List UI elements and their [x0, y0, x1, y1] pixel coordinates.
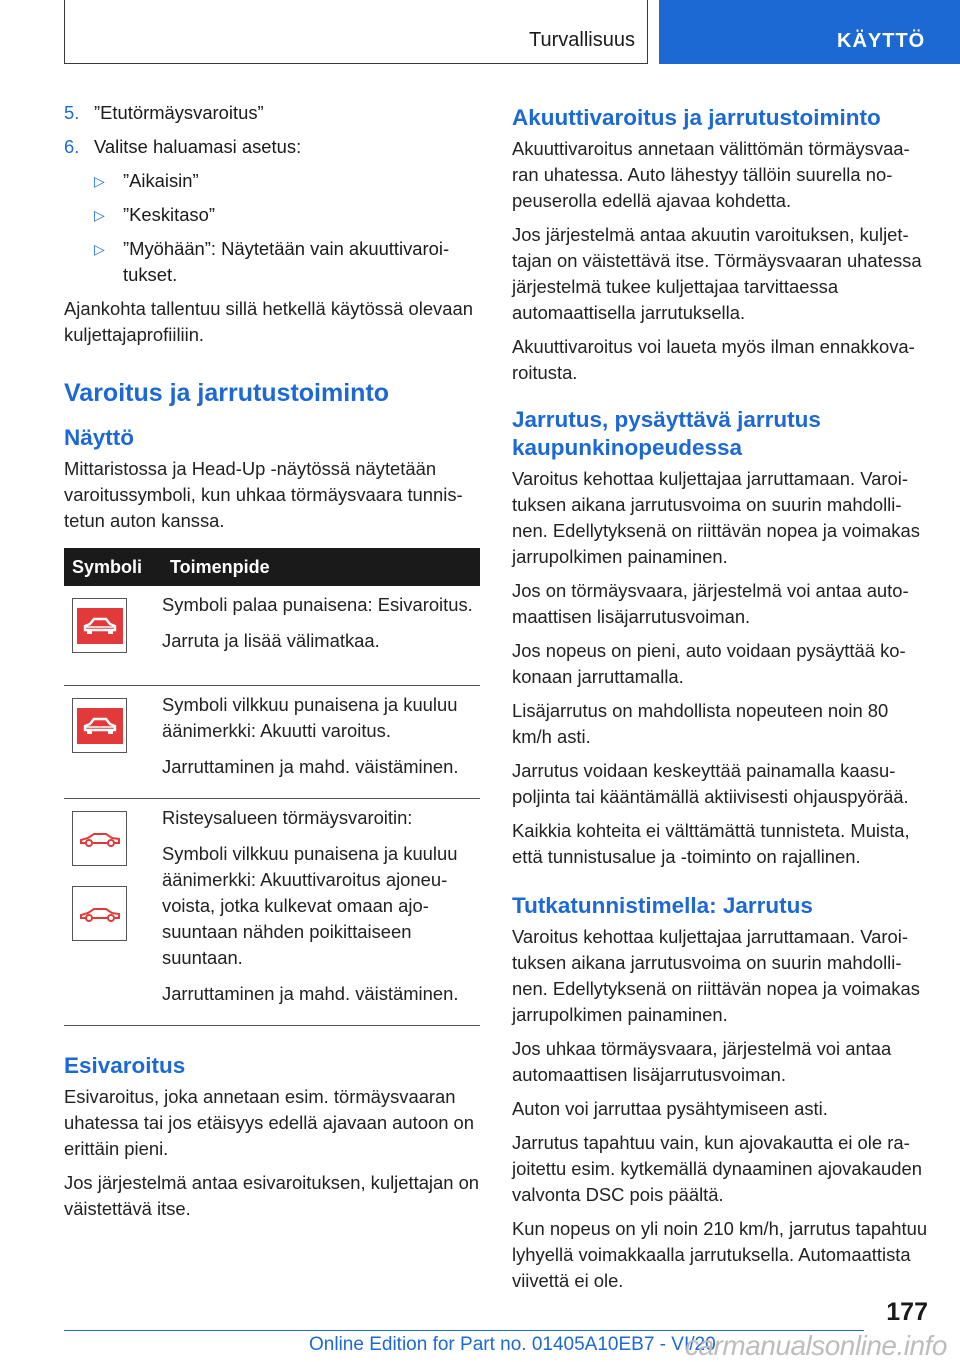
step-text: Valitse haluamasi asetus: [94, 136, 302, 157]
heading-acute-warning: Akuuttivaroitus ja jarrutustoiminto [512, 105, 881, 130]
pre-paragraph-2: Jos järjestelmä antaa esivaroituksen, kuljettajan on väistettävä itse. [64, 1172, 480, 1219]
pre-paragraph-1: Esivaroitus, joka annetaan esim. törmäysvaaran uhatessa tai jos etäisyys edellä ajavaan autoon on erittäin pieni. [64, 1086, 474, 1159]
watermark: carmanualsonline.info [685, 1330, 947, 1361]
table-header-row [64, 548, 480, 586]
step-number: 5. [64, 102, 80, 123]
col-header-symbol: Symboli [64, 548, 162, 586]
city-paragraph-6: Kaikkia kohteita ei välttämättä tunnisteta. Muista, että tunnistusalue ja -toiminto on rajallinen. [512, 820, 910, 867]
car-side-red-icon [72, 886, 127, 941]
symbol-table [64, 548, 480, 1026]
car-side-red-icon [72, 811, 127, 866]
right-column [512, 100, 928, 1302]
radar-paragraph-5: Kun nopeus on yli noin 210 km/h, jarrutus tapahtuu lyhyellä voimakkaalla jarrutuksella. Automaattista viivettä ei ole. [512, 1218, 928, 1291]
car-warning-red-icon [72, 598, 127, 653]
option-item [64, 168, 480, 194]
left-column [64, 100, 480, 1230]
acute-paragraph-2: Jos järjestelmä antaa akuutin varoituksen, kuljettajan on väistettävä itse. Törmäysvaaran uhatessa järjestelmä tukee kuljettajaa tarvittaessa automaattisella jarrutuksella. [512, 224, 922, 323]
table-row [64, 799, 480, 1026]
option-item [64, 236, 480, 288]
chapter-tab [659, 0, 960, 64]
option-item [64, 202, 480, 228]
table-row [64, 686, 480, 799]
row-text: Jarruttaminen ja mahd. väistäminen. [162, 983, 459, 1004]
section-title: Turvallisuus [529, 29, 635, 51]
city-paragraph-1: Varoitus kehottaa kuljettajaa jarruttamaan. Varoituksen aikana jarrutusvoima on suurin mahdollinen. Edellytyksenä on riittävän nopea ja voimakas jarrupolkimen painaminen. [512, 468, 920, 567]
heading-pre-warning: Esivaroitus [64, 1053, 186, 1078]
triangle-bullet-icon: ▷ [94, 241, 105, 257]
option-text: ”Myöhään”: Näytetään vain akuuttivaroitukset. [123, 238, 450, 285]
col-header-action: Toimenpide [162, 548, 480, 586]
step-number: 6. [64, 136, 80, 157]
row-text: Symboli palaa punaisena: Esivaroitus. [162, 594, 473, 615]
heading-city-braking: Jarrutus, pysäyttävä jarrutus kaupunkinopeudessa [512, 407, 821, 460]
car-warning-red-icon [72, 698, 127, 753]
header-section-box [64, 0, 648, 64]
triangle-bullet-icon: ▷ [94, 173, 105, 189]
city-paragraph-4: Lisäjarrutus on mahdollista nopeuteen noin 80 km/h asti. [512, 700, 889, 747]
city-paragraph-5: Jarrutus voidaan keskeyttää painamalla kaasupoljinta tai kääntämällä aktiivisesti ohjauspyörää. [512, 760, 909, 807]
display-paragraph: Mittaristossa ja Head-Up -näytössä näytetään varoitussymboli, kun uhkaa törmäysvaara tunnistetun auton kanssa. [64, 458, 463, 531]
step-text: ”Etutörmäysvaroitus” [94, 102, 264, 123]
option-text: ”Keskitaso” [123, 204, 215, 225]
heading-warning-braking: Varoitus ja jarrutustoiminto [64, 379, 390, 407]
radar-paragraph-4: Jarrutus tapahtuu vain, kun ajovakautta ei ole rajoitettu esim. kytkemällä dynaaminen ajovakauden valvonta DSC pois päältä. [512, 1132, 922, 1205]
radar-paragraph-2: Jos uhkaa törmäysvaara, järjestelmä voi antaa automaattisen lisäjarrutusvoiman. [512, 1038, 892, 1085]
heading-radar-braking: Tutkatunnistimella: Jarrutus [512, 893, 813, 918]
step-6 [64, 134, 480, 160]
table-row [64, 586, 480, 686]
saved-note: Ajankohta tallentuu sillä hetkellä käytössä olevaan kuljettajaprofiiliin. [64, 298, 473, 345]
page-number: 177 [886, 1298, 928, 1326]
row-text: Symboli vilkkuu punaisena ja kuuluu äänimerkki: Akuuttivaroitus ajoneuvoista, jotka kulkevat omaan ajosuuntaan nähden poikittaiseen suuntaan. [162, 843, 458, 968]
radar-paragraph-1: Varoitus kehottaa kuljettajaa jarruttamaan. Varoituksen aikana jarrutusvoima on suurin mahdollinen. Edellytyksenä on riittävän nopea ja voimakas jarrupolkimen painaminen. [512, 926, 920, 1025]
radar-paragraph-3: Auton voi jarruttaa pysähtymiseen asti. [512, 1098, 828, 1119]
option-text: ”Aikaisin” [123, 170, 199, 191]
row-text: Risteysalueen törmäysvaroitin: [162, 807, 413, 828]
acute-paragraph-3: Akuuttivaroitus voi laueta myös ilman ennakkovaroitusta. [512, 336, 915, 383]
triangle-bullet-icon: ▷ [94, 207, 105, 223]
heading-display: Näyttö [64, 425, 135, 450]
city-paragraph-3: Jos nopeus on pieni, auto voidaan pysäyttää kokonaan jarruttamalla. [512, 640, 906, 687]
edition-text: Online Edition for Part no. 01405A10EB7 - VI/20 [309, 1334, 716, 1355]
step-5 [64, 100, 480, 126]
chapter-title: KÄYTTÖ [837, 30, 926, 52]
city-paragraph-2: Jos on törmäysvaara, järjestelmä voi antaa automaattisen lisäjarrutusvoiman. [512, 580, 909, 627]
row-text: Jarruta ja lisää välimatkaa. [162, 630, 380, 651]
row-text: Symboli vilkkuu punaisena ja kuuluu äänimerkki: Akuutti varoitus. [162, 694, 458, 741]
acute-paragraph-1: Akuuttivaroitus annetaan välittömän törmäysvaaran uhatessa. Auto lähestyy tällöin suurella nopeuserolla edellä ajavaa kohdetta. [512, 138, 910, 211]
row-text: Jarruttaminen ja mahd. väistäminen. [162, 756, 459, 777]
